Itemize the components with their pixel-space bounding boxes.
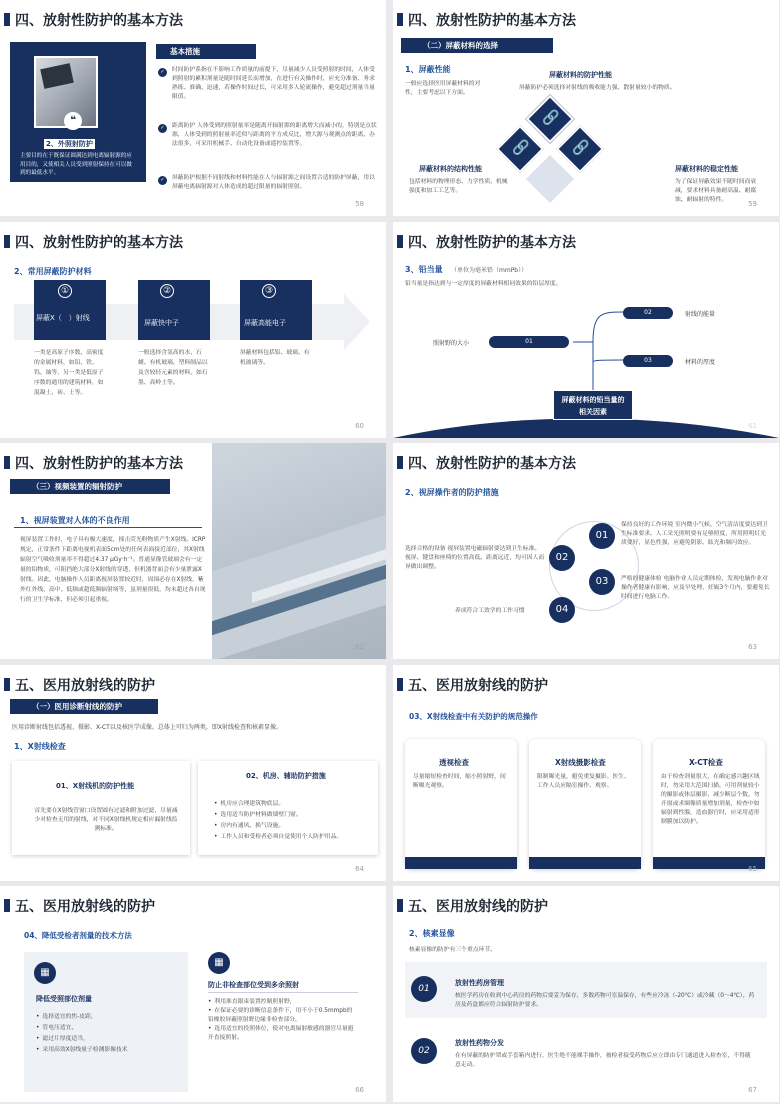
panel-text: 主要目的在于既保证圆满达到电离辐射源的应用目的，又使相关人员受到照射保持在可以做到的最低水平。	[20, 153, 132, 176]
slide-66[interactable]	[0, 886, 386, 1102]
card-2	[138, 280, 210, 340]
slide-64[interactable]	[0, 665, 386, 881]
left-heading: 屏蔽材料的结构性能	[419, 165, 482, 173]
right-list	[208, 998, 358, 1043]
col-text: 一类是高原子序数、高密度的金属材料，如铅、铁、钨、铀等，另一类是低原子序数的通用的建筑材料，如混凝土、砖、土等。	[34, 350, 104, 396]
card-text: 限制曝光量，避免重复摄影。医生、工作人员应隔室操作、观察。	[537, 774, 630, 789]
link-icon: 🔗	[572, 140, 590, 156]
item-text: 核医学药房在收到中心药房的药物后要妥为保存，多数药物可室温保存，有些应冷冻（-20℃）或冷藏（0～4℃），药房及药盒都应符合辐射防护要求。	[455, 993, 755, 1008]
top-text: 屏蔽防护必须选择对射线的吸收能力强、散射量较小的物质。	[519, 85, 676, 91]
measure-02: 选择合格的设备 视屏装置电磁辐射要达到卫生标准。视屏、键盘和座椅的位置高低、距离远近，均可因人而异做出调整。	[405, 546, 545, 570]
card-heading: 透视检查	[439, 758, 469, 767]
list-item: • 机房应合理建筑物底层。	[214, 799, 374, 810]
card-heading: X射线摄影检查	[555, 758, 606, 767]
panel-divider	[208, 992, 358, 993]
page-number: 59	[748, 200, 757, 208]
pill-03: 03	[623, 355, 673, 367]
page-number: 60	[355, 422, 364, 430]
list-item: • 房内有通风、换气设施。	[214, 821, 374, 832]
slide-title: 五、医用放射线的防护	[408, 678, 548, 694]
measure-03: 严格的健康体检 电脑作业人员定期体检，发现电脑作业对操作者健康有影响，应及早处理，妊娠3个月内，要避免长时间进行电脑工作。	[621, 576, 770, 600]
slide-title: 五、医用放射线的防护	[15, 899, 155, 915]
bullet-icon: ✓	[158, 68, 167, 77]
num-badge: ①	[58, 284, 72, 298]
sub-text: 一般应选择医用屏蔽材料的对性，主要考虑以下方面。	[405, 81, 481, 96]
slide-63[interactable]	[393, 443, 779, 659]
top-heading: 屏蔽材料的防护性能	[549, 71, 612, 79]
pill-01: 01	[489, 336, 569, 348]
subheading: 1、视屏装置对人体的不良作用	[20, 516, 130, 525]
card-label: 屏蔽X（ ）射线	[36, 314, 90, 322]
bullet-icon: ✓	[158, 124, 167, 133]
right-text: 为了保证屏蔽效果不随时间而衰减，要求材料具备耐高温、耐腐蚀、耐辐射的特性。	[675, 179, 757, 203]
measure-04: 养成符合工效学的工作习惯	[455, 608, 525, 614]
page-number: 62	[355, 643, 364, 651]
page-number: 65	[748, 865, 757, 873]
num-01: 01	[411, 976, 437, 1002]
list-item: • 在保证必要的诊断信息条件下，用不小于0.5mmpb的铅橡胶屏蔽照射野边缘非检查部分，	[208, 1007, 358, 1025]
card-base	[529, 857, 641, 869]
list-item: • 选用适当防护材料做墙壁门窗。	[214, 810, 374, 821]
subheading: 2、视屏操作者的防护措施	[405, 488, 499, 497]
card-heading: X-CT检查	[689, 758, 723, 767]
label-01: 照射野的大小	[433, 340, 470, 347]
title-marker	[397, 13, 403, 26]
sub-unit: （单位为毫米铅（mmPb））	[451, 267, 528, 274]
intro-text: 医用诊断射线包括透视、摄影、X-CT以及核医学成像。总体上可归为两类，即X射线检查和核素显像。	[12, 724, 282, 731]
slide-58[interactable]	[0, 0, 386, 216]
slide-title-bar	[393, 0, 779, 40]
card-text: 由于检查剂量很大，在确定感兴趣区域时，勿采用大范围扫描，可用剂量较小的摄影或体层摄影，减少断层个数，勿开窗或求圈像质量增加剂量，检查中如辐射到性腺，造血器官时，应采用适形制膜加以防护。	[661, 774, 760, 825]
list-item: • 管电压适宜，	[36, 1023, 184, 1034]
num-02: 02	[549, 545, 575, 571]
title-marker	[4, 235, 10, 248]
slide-title-bar	[393, 886, 779, 926]
list-item: • 工作人员和受检者必须自觉使用个人防护用品。	[214, 832, 374, 843]
diamond-bottom	[526, 155, 574, 203]
title-marker	[4, 456, 10, 469]
title-marker	[4, 899, 10, 912]
num-badge: ②	[160, 284, 174, 298]
slide-title: 四、放射性防护的基本方法	[15, 235, 183, 251]
card-list	[214, 799, 374, 843]
card-text: 首先要在X射线管窗口设置圆有过滤和附加过滤，尽量减少对检查无用的射线，对不同X射线机规定相应漏射线监测标准。	[34, 808, 178, 832]
subheading: 2、核素显像	[409, 929, 455, 938]
item-text: 在有屏蔽的防护罩或手套箱内进行，医生绝不能裸手操作，被检者接受药物后应立即由专门通道进入检查室，不得随意走动。	[455, 1053, 751, 1068]
measure-item: 距离防护 人体受到的照射量率是随离开辐射源的距离增大而减小的，特别是点状源，人体受到的照射量率近似与距离的平方成反比，增大源与观测点的距离、办法很多，可采用机械手、自动化设备或遥控装置等。	[172, 123, 377, 147]
section-bar: （二）屏蔽材料的选择	[401, 38, 553, 53]
section-bar: 基本措施	[156, 44, 256, 59]
item-heading: 放射性药物分发	[455, 1039, 504, 1047]
title-marker	[4, 13, 10, 26]
slide-title-bar	[0, 222, 386, 262]
list-item: • 采用高效X射线量子检测影像技术	[36, 1045, 184, 1056]
num-03: 03	[589, 569, 615, 595]
building-photo	[212, 443, 386, 659]
card-base	[405, 857, 517, 869]
slide-title: 四、放射性防护的基本方法	[408, 13, 576, 29]
building-icon: ▦	[34, 962, 56, 984]
slide-65[interactable]	[393, 665, 779, 881]
slide-title: 四、放射性防护的基本方法	[408, 235, 576, 251]
slide-61[interactable]	[393, 222, 779, 438]
subheading: 1、屏蔽性能	[405, 65, 451, 74]
title-marker	[397, 456, 403, 469]
center-box: 屏蔽材料的铅当量的相关因素	[553, 390, 633, 420]
left-text: 包括材料的物理形态、力学性质、机械强度和加工工艺等。	[409, 179, 508, 194]
pill-02: 02	[623, 307, 673, 319]
item-heading: 放射性药房管理	[455, 979, 504, 987]
measure-01: 保持良好的工作环境 室内微小气候、空气清洁度要达到卫生标准要求。人工采光照明要有足够照度，所用照明灯光质要好，显色性强，应避免阴影、眩光和频闪效应。	[621, 522, 768, 546]
card-heading: 01、X射线机的防护性能	[56, 782, 135, 790]
quote-icon: ❝	[64, 112, 82, 130]
slide-59[interactable]	[393, 0, 779, 216]
list-item: • 选用适宜的投照体位，使对电离辐射敏感的器官尽量避开直接照射。	[208, 1025, 358, 1043]
num-02: 02	[411, 1038, 437, 1064]
desc-text: 铅当量是指达到与一定厚度的屏蔽材料相同效果的铅层厚度。	[405, 281, 562, 287]
arrow-head	[344, 294, 370, 350]
label-03: 材料的厚度	[685, 359, 716, 366]
subheading: 2、常用屏蔽防护材料	[14, 267, 92, 276]
page-number: 58	[355, 200, 364, 208]
slide-title-bar	[393, 665, 779, 705]
panel-heading: 降低受照部位剂量	[36, 995, 92, 1003]
subheading: 1、X射线检查	[14, 742, 66, 751]
card-label: 屏蔽高能电子	[244, 319, 286, 327]
slide-title: 五、医用放射线的防护	[408, 899, 548, 915]
subheading: 03、X射线检查中有关防护的规范操作	[409, 712, 538, 721]
list-item: • 选择适宜的焦-皮距，	[36, 1012, 184, 1023]
num-01: 01	[589, 523, 615, 549]
page-number: 66	[355, 1086, 364, 1094]
slide-67[interactable]	[393, 886, 779, 1102]
page-number: 64	[355, 865, 364, 873]
bullet-icon: ✓	[158, 176, 167, 185]
slide-title-bar	[393, 443, 779, 483]
slide-title: 五、医用放射线的防护	[15, 678, 155, 694]
slide-title-bar	[0, 0, 386, 40]
num-04: 04	[549, 597, 575, 623]
link-icon: 🔗	[512, 140, 530, 156]
subheading: 3、铅当量	[405, 265, 443, 274]
panel-heading: 防止非检查部位受到多余照射	[208, 981, 299, 989]
measure-item: 屏蔽防护根据不同射线和材料性能在人与辐射源之间设置合适的防护屏蔽，用以屏蔽电离辐射源对人体造成的超过限量的辐射照射。	[172, 175, 375, 190]
card-text: 尽量缩短检查时间，缩小照射野，间断曝光观察。	[413, 774, 506, 789]
slide-title: 四、放射性防护的基本方法	[408, 456, 576, 472]
measure-item: 时间防护系指在不影响工作质量的前提下，尽量减少人员受照射的时间，人体受到照射的累积剂量是随时间延长而增加，在进行有关操作时，应充分准备、务求熟练、准确、迅速，若操作时间过长，可采用多人轮流操作，避免超过剂量当量限值。	[172, 67, 375, 100]
num-badge: ③	[262, 284, 276, 298]
slide-title-bar	[0, 886, 386, 926]
card-heading: 02、机房、辅助防护措施	[246, 772, 326, 780]
left-list	[36, 1012, 184, 1056]
list-item: • 利用准直限束装置控制照射野，	[208, 998, 358, 1007]
link-icon: 🔗	[542, 110, 560, 126]
col-text: 一般选择含氢高的水、石蜡、有机玻璃、塑料制品以及含较轻元素的材料，如石墨、高岭土等。	[138, 350, 208, 386]
card-label: 屏蔽快中子	[144, 319, 179, 327]
page-number: 63	[748, 643, 757, 651]
label-02: 射线的能量	[685, 311, 716, 318]
title-marker	[397, 678, 403, 691]
intro-text: 核素显像的防护有三个重点环节。	[409, 947, 496, 953]
sub-underline	[14, 527, 202, 528]
building-icon: ▦	[208, 952, 230, 974]
col-text: 屏蔽材料包括铝、玻璃、有机玻璃等。	[240, 350, 310, 366]
slide-60[interactable]	[0, 222, 386, 438]
card-3	[240, 280, 312, 340]
subheading: 04、降低受检者剂量的技术方法	[24, 931, 132, 940]
slide-title: 四、放射性防护的基本方法	[15, 13, 183, 29]
slide-title: 四、放射性防护的基本方法	[15, 456, 183, 472]
right-heading: 屏蔽材料的稳定性能	[675, 165, 738, 173]
title-marker	[4, 678, 10, 691]
page-number: 67	[748, 1086, 757, 1094]
panel-caption: 2、外照射防护	[46, 140, 93, 148]
section-bar: （三）视频装置的辐射防护	[10, 479, 170, 494]
title-marker	[397, 899, 403, 912]
list-item: • 滤过片厚度适当，	[36, 1034, 184, 1045]
body-text: 视屏装置工作时，电子具有极大速度，撞击荧光粉物质产生X射线。ICRP规定，正常条件下距离电视机表面5cm处的任何表面接近部位，其X射线辐射空气吸收剂量率不得超过4.37 μGy·h⁻¹。普通显像管玻璃会有一定量的铅物质，可阻挡绝大部分X射线的穿透，但机器背面会有少量泄露X射线。因此，电脑操作人员距离视屏装置较近时，周围必存在X射线，紫外红外线，高中、低频或超低频辐射场等，虽剂量很低，均未超过各自现行的卫生学标准，但必须引起重视。	[20, 537, 206, 603]
section-bar: （一）医用诊断射线的防护	[10, 699, 158, 714]
slide-62[interactable]	[0, 443, 386, 659]
page-number: 61	[748, 422, 757, 430]
